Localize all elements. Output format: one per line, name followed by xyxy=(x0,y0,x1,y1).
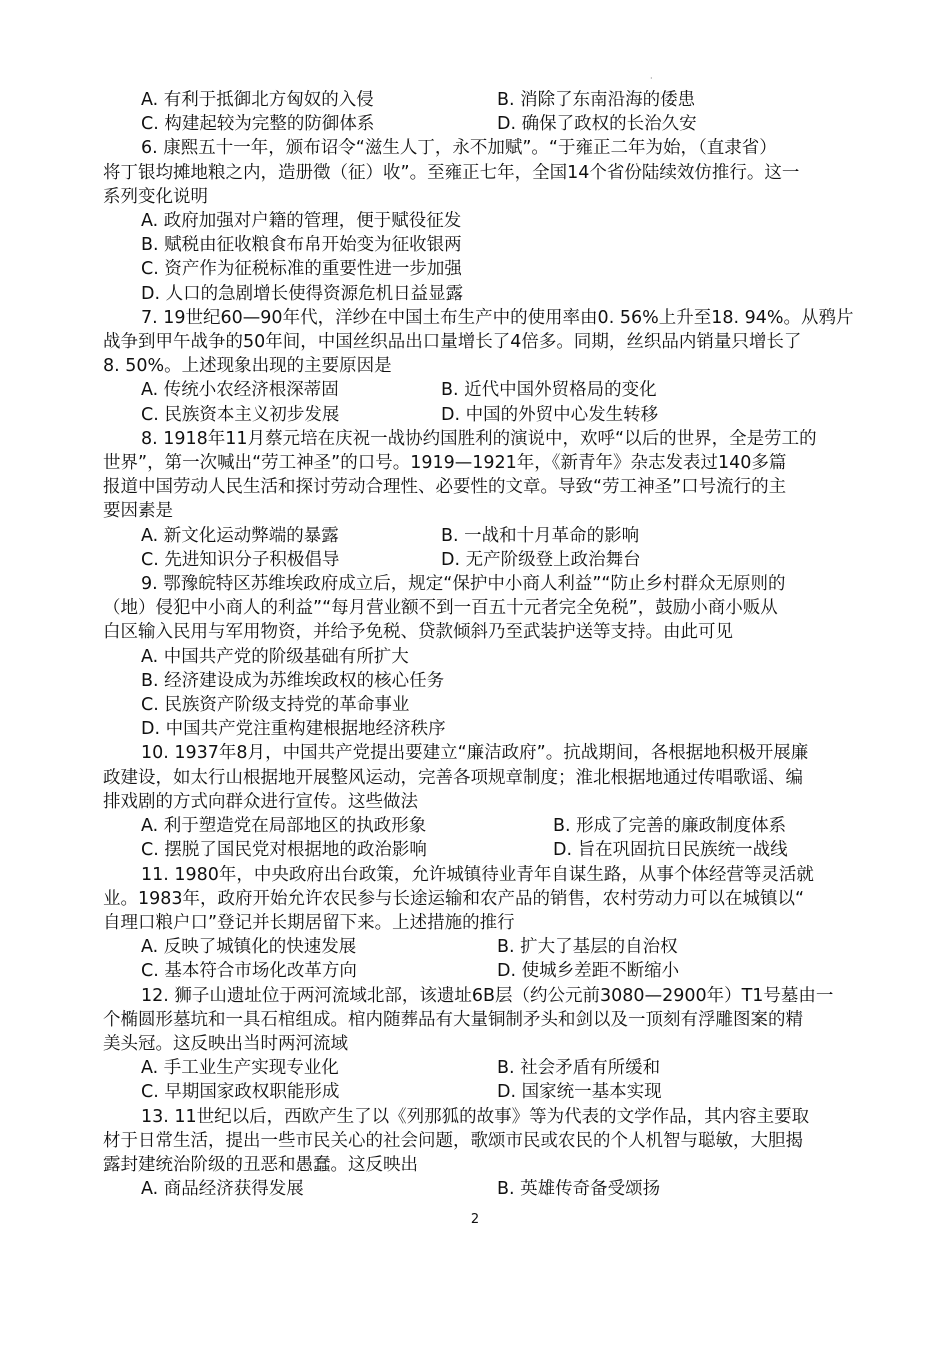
q13-stem-line-2: 材于日常生活，提出一些市民关心的社会问题，歌颂市民或农民的个人机智与聪敏，大胆揭 xyxy=(103,1130,803,1151)
q9-option-d[interactable]: D. 中国共产党注重构建根据地经济秩序 xyxy=(141,719,446,740)
question-7 xyxy=(103,306,855,427)
q11-stem-line-3: 自理口粮户口”登记并长期居留下来。上述措施的推行 xyxy=(103,912,515,933)
q9-option-b[interactable]: B. 经济建设成为苏维埃政权的核心任务 xyxy=(141,670,445,691)
q12-options-row-2 xyxy=(103,1080,855,1104)
q5-option-d[interactable]: D. 确保了政权的长治久安 xyxy=(497,114,697,135)
q12-stem-line-2: 个椭圆形墓坑和一具石棺组成。棺内随葬品有大量铜制矛头和剑以及一顶刻有浮雕图案的精 xyxy=(103,1009,803,1030)
q6-stem-line-3: 系列变化说明 xyxy=(103,186,208,207)
q13-stem-line-1: 13. 11世纪以后，西欧产生了以《列那狐的故事》等为代表的文学作品，其内容主要取 xyxy=(141,1106,810,1127)
corner-mark: · xyxy=(650,74,653,83)
q10-option-b[interactable]: B. 形成了完善的廉政制度体系 xyxy=(553,816,787,837)
q10-options-row-2 xyxy=(103,838,855,862)
q7-option-d[interactable]: D. 中国的外贸中心发生转移 xyxy=(441,404,659,425)
q6-stem-line-2: 将丁银均摊地粮之内，造册徵（征）收”。至雍正七年，全国14个省份陆续效仿推行。这一 xyxy=(103,162,800,183)
q6-option-b[interactable]: B. 赋税由征收粮食布帛开始变为征收银两 xyxy=(141,235,462,256)
q7-stem-line-2: 战争到甲午战争的50年间，中国丝织品出口量增长了4倍多。同期，丝织品内销量只增长了 xyxy=(103,332,802,353)
q11-stem-line-1: 11. 1980年，中央政府出台政策，允许城镇待业青年自谋生路，从事个体经营等灵活就 xyxy=(141,864,814,885)
q8-stem-line-3: 报道中国劳动人民生活和探讨劳动合理性、必要性的文章。导致“劳工神圣”口号流行的主 xyxy=(103,477,787,498)
q13-options-row-1 xyxy=(103,1177,855,1201)
q12-option-c[interactable]: C. 早期国家政权职能形成 xyxy=(141,1082,340,1103)
q13-stem-line-3: 露封建统治阶级的丑恶和愚蠢。这反映出 xyxy=(103,1154,418,1175)
page-number: 2 xyxy=(470,1212,480,1227)
q9-stem-line-1: 9. 鄂豫皖特区苏维埃政府成立后，规定“保护中小商人利益”“防止乡村群众无原则的 xyxy=(141,574,786,595)
q12-stem-line-1: 12. 狮子山遗址位于两河流域北部，该遗址6B层（约公元前3080—2900年）T1号墓由一 xyxy=(141,985,834,1006)
q7-option-b[interactable]: B. 近代中国外贸格局的变化 xyxy=(441,380,657,401)
question-11 xyxy=(103,863,855,984)
q11-option-b[interactable]: B. 扩大了基层的自治权 xyxy=(497,937,678,958)
q12-options-row-1 xyxy=(103,1056,855,1080)
q9-option-a[interactable]: A. 中国共产党的阶级基础有所扩大 xyxy=(141,646,409,667)
q5-options-row-2 xyxy=(103,112,855,136)
question-10 xyxy=(103,741,855,862)
q13-option-a[interactable]: A. 商品经济获得发展 xyxy=(141,1179,304,1200)
q8-options-row-2 xyxy=(103,548,855,572)
q5-option-c[interactable]: C. 构建起较为完整的防御体系 xyxy=(141,114,375,135)
q10-stem-line-3: 排戏剧的方式向群众进行宣传。这些做法 xyxy=(103,791,418,812)
q5-options-row-1 xyxy=(103,88,855,112)
q9-option-c[interactable]: C. 民族资产阶级支持党的革命事业 xyxy=(141,695,410,716)
q11-options-row-1 xyxy=(103,935,855,959)
question-12 xyxy=(103,984,855,1105)
q12-option-b[interactable]: B. 社会矛盾有所缓和 xyxy=(497,1058,661,1079)
q8-stem-line-4: 要因素是 xyxy=(103,501,173,522)
q9-stem-line-2: （地）侵犯中小商人的利益”“每月营业额不到一百五十元者完全免税”，鼓励小商小贩从 xyxy=(103,598,778,619)
q8-option-c[interactable]: C. 先进知识分子积极倡导 xyxy=(141,549,340,570)
q7-stem-line-1: 7. 19世纪60—90年代，洋纱在中国土布生产中的使用率由0. 56%上升至18. 94%。从鸦片 xyxy=(141,307,854,328)
q8-options-row-1 xyxy=(103,524,855,548)
q7-stem-line-3: 8. 50%。上述现象出现的主要原因是 xyxy=(103,356,392,377)
q11-stem-line-2: 业。1983年，政府开始允许农民参与长途运输和农产品的销售，农村劳动力可以在城镇以“ xyxy=(103,888,805,909)
q11-option-a[interactable]: A. 反映了城镇化的快速发展 xyxy=(141,937,357,958)
q12-stem-line-3: 美头冠。这反映出当时两河流域 xyxy=(103,1033,348,1054)
q8-option-d[interactable]: D. 无产阶级登上政治舞台 xyxy=(441,549,641,570)
q11-option-c[interactable]: C. 基本符合市场化改革方向 xyxy=(141,961,357,982)
question-8 xyxy=(103,427,855,572)
q7-option-c[interactable]: C. 民族资本主义初步发展 xyxy=(141,404,340,425)
q13-option-b[interactable]: B. 英雄传奇备受颂扬 xyxy=(497,1179,661,1200)
q5-option-a[interactable]: A. 有利于抵御北方匈奴的入侵 xyxy=(141,90,374,110)
q11-options-row-2 xyxy=(103,959,855,983)
q6-stem-line-1: 6. 康熙五十一年，颁布诏令“滋生人丁，永不加赋”。“于雍正二年为始，（直隶省） xyxy=(141,138,777,159)
q6-option-d[interactable]: D. 人口的急剧增长使得资源危机日益显露 xyxy=(141,283,464,304)
q10-option-d[interactable]: D. 旨在巩固抗日民族统一战线 xyxy=(553,840,788,861)
q11-option-d[interactable]: D. 使城乡差距不断缩小 xyxy=(497,961,680,982)
q6-option-c[interactable]: C. 资产作为征税标准的重要性进一步加强 xyxy=(141,259,462,280)
q5-option-b[interactable]: B. 消除了东南沿海的倭患 xyxy=(497,90,696,110)
q10-stem-line-1: 10. 1937年8月，中国共产党提出要建立“廉洁政府”。抗战期间，各根据地积极开展廉 xyxy=(141,743,809,764)
q8-stem-line-2: 世界”，第一次喊出“劳工神圣”的口号。1919—1921年，《新青年》杂志发表过140多篇 xyxy=(103,453,787,474)
question-13 xyxy=(103,1105,855,1202)
q7-options-row-2 xyxy=(103,403,855,427)
q12-option-d[interactable]: D. 国家统一基本实现 xyxy=(497,1082,662,1103)
q12-option-a[interactable]: A. 手工业生产实现专业化 xyxy=(141,1058,339,1079)
question-6 xyxy=(103,136,855,305)
q10-stem-line-2: 政建设，如太行山根据地开展整风运动，完善各项规章制度；淮北根据地通过传唱歌谣、编 xyxy=(103,767,803,788)
q6-option-a[interactable]: A. 政府加强对户籍的管理，便于赋役征发 xyxy=(141,211,462,232)
q8-option-a[interactable]: A. 新文化运动弊端的暴露 xyxy=(141,525,339,546)
page-content xyxy=(103,88,855,1201)
q9-stem-line-3: 白区输入民用与军用物资，并给予免税、贷款倾斜乃至武装护送等支持。由此可见 xyxy=(103,622,733,643)
question-9 xyxy=(103,572,855,741)
q10-option-a[interactable]: A. 利于塑造党在局部地区的执政形象 xyxy=(141,816,427,837)
q7-option-a[interactable]: A. 传统小农经济根深蒂固 xyxy=(141,380,339,401)
q8-option-b[interactable]: B. 一战和十月革命的影响 xyxy=(441,525,640,546)
q10-options-row-1 xyxy=(103,814,855,838)
q10-option-c[interactable]: C. 摆脱了国民党对根据地的政治影响 xyxy=(141,840,427,861)
q7-options-row-1 xyxy=(103,378,855,402)
q8-stem-line-1: 8. 1918年11月蔡元培在庆祝一战协约国胜利的演说中，欢呼“以后的世界，全是劳工的 xyxy=(141,428,817,449)
